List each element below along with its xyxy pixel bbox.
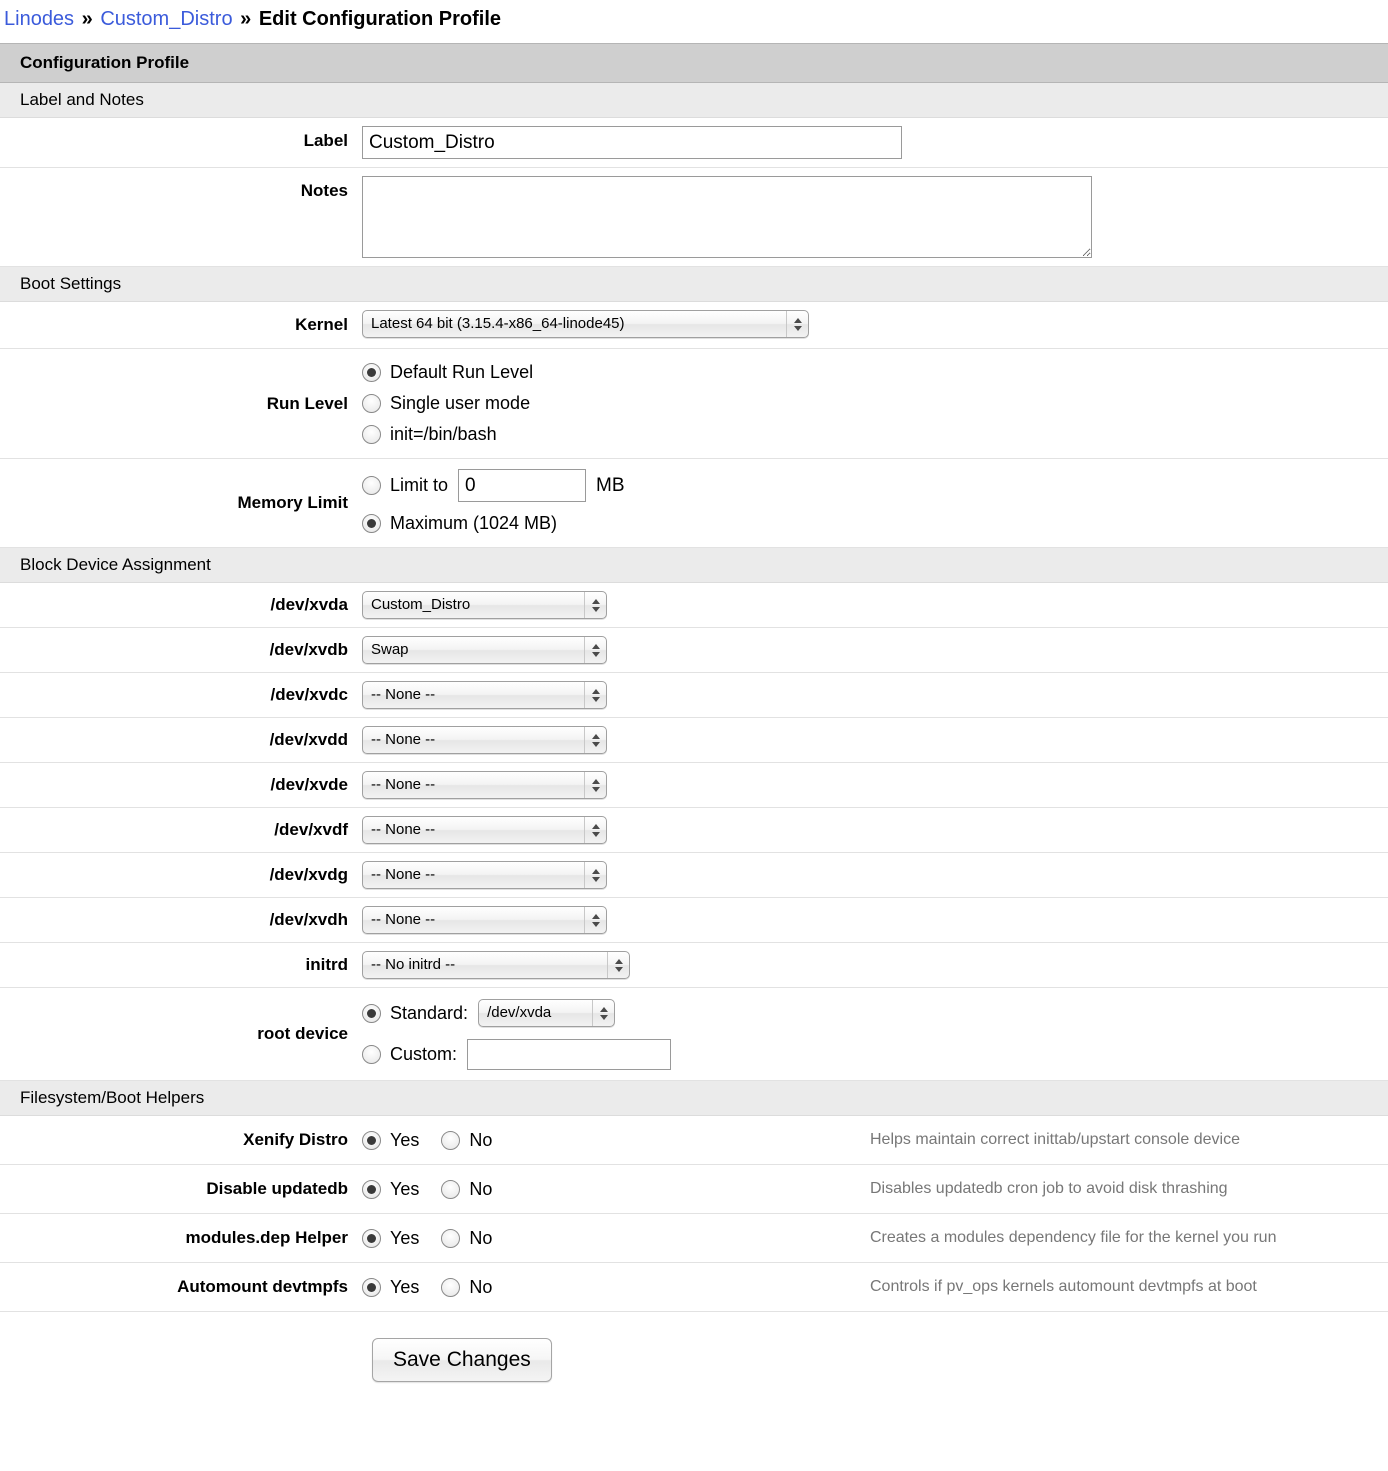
radio-icon	[362, 1131, 381, 1150]
row-notes	[0, 168, 1388, 267]
helper-yes-label: Yes	[390, 1178, 420, 1199]
device-select-value: Custom_Distro	[371, 596, 471, 613]
helper-description: Helps maintain correct inittab/upstart console device	[870, 1131, 1240, 1148]
row-run-level	[0, 349, 1388, 459]
row-device-dev-xvdd	[0, 718, 1388, 763]
run-level-option-default[interactable]	[362, 357, 1388, 388]
run-level-option-init-bash[interactable]	[362, 419, 1388, 450]
helper-option-no[interactable]	[441, 1125, 492, 1156]
run-level-field-label: Run Level	[266, 394, 348, 413]
stepper-arrows-icon	[584, 682, 606, 708]
device-select-value: -- None --	[371, 866, 436, 883]
radio-icon	[362, 1278, 381, 1297]
root-device-option-custom[interactable]	[362, 1036, 1388, 1072]
row-device-dev-xvda	[0, 583, 1388, 628]
row-device-dev-xvdb	[0, 628, 1388, 673]
run-level-option-single-user[interactable]	[362, 388, 1388, 419]
device-select-value: -- None --	[371, 776, 436, 793]
root-device-option-standard[interactable]	[362, 996, 1388, 1030]
device-select[interactable]	[362, 636, 607, 664]
label-field-label: Label	[303, 131, 348, 150]
stepper-arrows-icon	[584, 772, 606, 798]
helper-option-yes[interactable]	[362, 1125, 419, 1156]
row-device-dev-xvdg	[0, 853, 1388, 898]
memory-limit-limit-to-label: Limit to	[390, 475, 449, 495]
device-select[interactable]	[362, 591, 607, 619]
memory-limit-input[interactable]	[458, 469, 586, 502]
kernel-select-value: Latest 64 bit (3.15.4-x86_64-linode45)	[371, 315, 625, 332]
label-input[interactable]	[362, 126, 902, 159]
notes-field-label: Notes	[300, 181, 348, 200]
device-select[interactable]	[362, 816, 607, 844]
root-device-custom-input[interactable]	[467, 1039, 671, 1070]
notes-textarea[interactable]	[362, 176, 1092, 258]
device-select-value: -- None --	[371, 821, 436, 838]
device-select[interactable]	[362, 861, 607, 889]
save-area	[0, 1312, 1388, 1382]
stepper-arrows-icon	[584, 727, 606, 753]
helper-label: Automount devtmpfs	[177, 1277, 348, 1296]
section-boot-settings: Boot Settings	[0, 267, 1388, 302]
radio-icon	[362, 394, 381, 413]
row-device-dev-xvdc	[0, 673, 1388, 718]
helper-no-label: No	[469, 1227, 493, 1248]
helper-option-no[interactable]	[441, 1223, 492, 1254]
device-select-value: -- None --	[371, 731, 436, 748]
helper-yes-label: Yes	[390, 1227, 420, 1248]
radio-icon	[362, 1180, 381, 1199]
breadcrumb-link-custom-distro[interactable]: Custom_Distro	[100, 8, 233, 30]
row-label	[0, 118, 1388, 168]
helper-no-label: No	[469, 1178, 493, 1199]
initrd-select-value: -- No initrd --	[371, 956, 456, 973]
device-label: /dev/xvdf	[274, 820, 348, 839]
helper-row	[0, 1116, 1388, 1165]
helper-no-label: No	[469, 1129, 493, 1150]
helper-row	[0, 1165, 1388, 1214]
memory-limit-unit: MB	[596, 475, 625, 496]
section-filesystem-boot-helpers: Filesystem/Boot Helpers	[0, 1081, 1388, 1116]
helper-label: Disable updatedb	[206, 1179, 348, 1198]
helper-rows	[0, 1116, 1388, 1312]
breadcrumb-link-linodes[interactable]: Linodes	[4, 8, 75, 30]
root-device-field-label: root device	[257, 1024, 348, 1043]
stepper-arrows-icon	[592, 1000, 614, 1026]
device-label: /dev/xvdc	[270, 685, 348, 704]
run-level-option-single-user-label: Single user mode	[390, 393, 531, 413]
device-label: /dev/xvdg	[269, 865, 348, 884]
device-select-value: -- None --	[371, 686, 436, 703]
stepper-arrows-icon	[584, 817, 606, 843]
radio-icon	[362, 1004, 381, 1023]
radio-icon	[362, 1045, 381, 1064]
memory-limit-option-maximum[interactable]	[362, 508, 1388, 539]
breadcrumb-current: Edit Configuration Profile	[258, 8, 502, 30]
radio-icon	[362, 514, 381, 533]
device-rows	[0, 583, 1388, 943]
helper-yes-label: Yes	[390, 1276, 420, 1297]
device-label: /dev/xvde	[270, 775, 348, 794]
stepper-arrows-icon	[584, 637, 606, 663]
initrd-field-label: initrd	[305, 955, 348, 974]
root-device-standard-label: Standard:	[390, 1002, 469, 1023]
device-label: /dev/xvdh	[269, 910, 348, 929]
breadcrumb	[0, 0, 1388, 43]
stepper-arrows-icon	[584, 592, 606, 618]
device-select[interactable]	[362, 771, 607, 799]
helper-option-yes[interactable]	[362, 1174, 419, 1205]
radio-icon	[362, 425, 381, 444]
device-label: /dev/xvda	[270, 595, 348, 614]
panel-title: Configuration Profile	[0, 43, 1388, 83]
stepper-arrows-icon	[786, 311, 808, 337]
radio-icon	[362, 1229, 381, 1248]
device-select[interactable]	[362, 681, 607, 709]
save-changes-button[interactable]: Save Changes	[372, 1338, 552, 1382]
device-select[interactable]	[362, 906, 607, 934]
helper-row	[0, 1214, 1388, 1263]
helper-label: Xenify Distro	[243, 1130, 348, 1149]
helper-option-yes[interactable]	[362, 1223, 419, 1254]
row-device-dev-xvde	[0, 763, 1388, 808]
stepper-arrows-icon	[584, 907, 606, 933]
radio-icon	[362, 363, 381, 382]
radio-icon	[441, 1229, 460, 1248]
run-level-option-init-bash-label: init=/bin/bash	[390, 424, 497, 444]
row-initrd	[0, 943, 1388, 988]
helper-label: modules.dep Helper	[185, 1228, 348, 1247]
helper-description: Creates a modules dependency file for the kernel you run	[870, 1229, 1277, 1246]
stepper-arrows-icon	[607, 952, 629, 978]
row-device-dev-xvdh	[0, 898, 1388, 943]
helper-description: Disables updatedb cron job to avoid disk thrashing	[870, 1180, 1228, 1197]
helper-option-no[interactable]	[441, 1174, 492, 1205]
row-kernel	[0, 302, 1388, 349]
stepper-arrows-icon	[584, 862, 606, 888]
device-select-value: Swap	[371, 641, 409, 658]
radio-icon	[441, 1131, 460, 1150]
helper-no-label: No	[469, 1276, 493, 1297]
radio-icon	[441, 1180, 460, 1199]
device-select[interactable]	[362, 726, 607, 754]
radio-icon	[362, 476, 381, 495]
row-root-device	[0, 988, 1388, 1081]
breadcrumb-separator-1: »	[81, 8, 93, 30]
helper-row	[0, 1263, 1388, 1312]
helper-description: Controls if pv_ops kernels automount devtmpfs at boot	[870, 1278, 1257, 1295]
root-device-standard-value: /dev/xvda	[487, 1004, 552, 1021]
configuration-profile-panel	[0, 43, 1388, 1382]
helper-option-yes[interactable]	[362, 1272, 419, 1303]
kernel-field-label: Kernel	[295, 315, 348, 334]
device-label: /dev/xvdd	[269, 730, 348, 749]
breadcrumb-separator-2: »	[240, 8, 252, 30]
kernel-select[interactable]	[362, 310, 809, 338]
helper-yes-label: Yes	[390, 1129, 420, 1150]
initrd-select[interactable]	[362, 951, 630, 979]
memory-limit-maximum-label: Maximum (1024 MB)	[390, 513, 558, 533]
memory-limit-option-limit-to[interactable]	[362, 467, 1388, 504]
root-device-standard-select[interactable]	[478, 999, 615, 1027]
row-memory-limit	[0, 459, 1388, 548]
memory-limit-field-label: Memory Limit	[237, 493, 348, 512]
row-device-dev-xvdf	[0, 808, 1388, 853]
radio-icon	[441, 1278, 460, 1297]
run-level-option-default-label: Default Run Level	[390, 362, 534, 382]
device-select-value: -- None --	[371, 911, 436, 928]
section-block-device-assignment: Block Device Assignment	[0, 548, 1388, 583]
section-label-and-notes: Label and Notes	[0, 83, 1388, 118]
device-label: /dev/xvdb	[269, 640, 348, 659]
helper-option-no[interactable]	[441, 1272, 492, 1303]
root-device-custom-label: Custom:	[390, 1043, 458, 1064]
